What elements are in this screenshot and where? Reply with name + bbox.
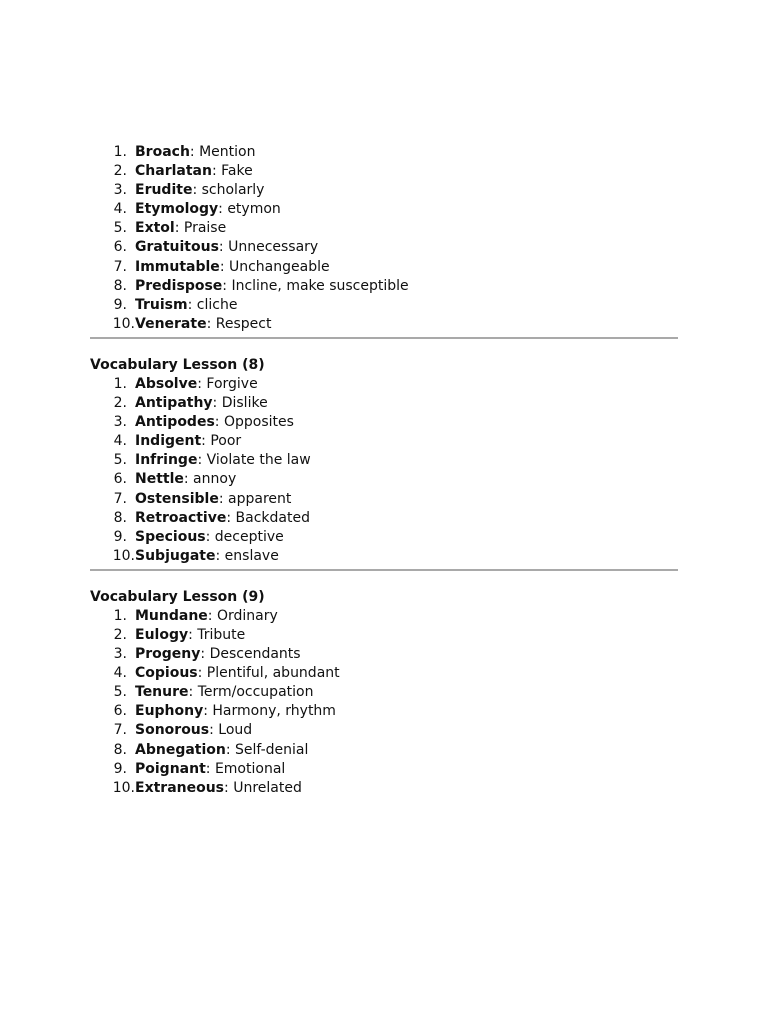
list-item bbox=[90, 432, 678, 451]
vocabulary-term: Poignant bbox=[135, 760, 206, 777]
vocabulary-term: Absolve bbox=[135, 375, 198, 392]
item-number: 10. bbox=[112, 547, 135, 564]
item-number: 10. bbox=[112, 315, 135, 332]
item-number: 6. bbox=[113, 703, 127, 720]
list-item bbox=[90, 645, 678, 664]
vocabulary-term: Gratuitous bbox=[135, 239, 219, 256]
list-item bbox=[90, 702, 678, 721]
list-item bbox=[90, 238, 678, 257]
list-item bbox=[90, 296, 678, 315]
list-item bbox=[90, 162, 678, 181]
list-item bbox=[90, 779, 678, 798]
term-definition: : annoy bbox=[183, 471, 237, 488]
term-definition: : Self-denial bbox=[225, 741, 309, 758]
term-definition: : Forgive bbox=[197, 375, 258, 392]
list-item bbox=[90, 375, 678, 394]
list-item bbox=[90, 547, 678, 566]
item-number: 7. bbox=[113, 258, 127, 275]
term-definition: : Mention bbox=[189, 144, 256, 160]
item-number: 8. bbox=[113, 509, 127, 526]
term-definition: : deceptive bbox=[205, 528, 284, 545]
item-number: 10. bbox=[112, 779, 135, 796]
item-number: 1. bbox=[113, 607, 127, 624]
list-item bbox=[90, 315, 678, 334]
item-number: 6. bbox=[113, 239, 127, 256]
vocabulary-term: Specious bbox=[135, 528, 206, 545]
word-list bbox=[90, 607, 678, 798]
term-definition: : Tribute bbox=[188, 626, 246, 643]
list-item bbox=[90, 470, 678, 489]
lesson-title: Vocabulary Lesson (9) bbox=[90, 588, 265, 605]
item-number: 1. bbox=[113, 375, 127, 392]
section-divider bbox=[90, 569, 678, 571]
vocabulary-term: Nettle bbox=[135, 471, 184, 488]
vocabulary-term: Antipathy bbox=[135, 395, 213, 412]
vocabulary-term: Erudite bbox=[135, 182, 193, 199]
vocabulary-term: Extol bbox=[135, 220, 175, 237]
item-number: 2. bbox=[113, 626, 127, 643]
item-number: 5. bbox=[113, 452, 127, 469]
item-number: 3. bbox=[113, 182, 127, 199]
item-number: 1. bbox=[113, 144, 127, 160]
vocabulary-term: Venerate bbox=[135, 315, 207, 332]
term-definition: : apparent bbox=[218, 490, 292, 507]
term-definition: : Ordinary bbox=[207, 607, 278, 624]
term-definition: : Unrelated bbox=[224, 779, 302, 796]
list-item bbox=[90, 741, 678, 760]
term-definition: : Opposites bbox=[214, 414, 294, 431]
vocabulary-term: Truism bbox=[135, 296, 188, 313]
list-item bbox=[90, 181, 678, 200]
item-number: 4. bbox=[113, 665, 127, 682]
term-definition: : Violate the law bbox=[197, 452, 311, 469]
vocabulary-term: Tenure bbox=[135, 684, 189, 701]
vocabulary-term: Immutable bbox=[135, 258, 220, 275]
vocabulary-term: Predispose bbox=[135, 277, 223, 294]
list-item bbox=[90, 721, 678, 740]
term-definition: : Dislike bbox=[212, 395, 268, 412]
list-item bbox=[90, 607, 678, 626]
vocabulary-term: Retroactive bbox=[135, 509, 227, 526]
item-number: 9. bbox=[113, 296, 127, 313]
item-number: 5. bbox=[113, 684, 127, 701]
item-number: 8. bbox=[113, 277, 127, 294]
vocabulary-term: Subjugate bbox=[135, 547, 216, 564]
vocabulary-term: Euphony bbox=[135, 703, 204, 720]
list-item bbox=[90, 664, 678, 683]
vocabulary-term: Copious bbox=[135, 665, 198, 682]
vocabulary-term: Ostensible bbox=[135, 490, 219, 507]
vocabulary-term: Eulogy bbox=[135, 626, 189, 643]
section-divider bbox=[90, 337, 678, 339]
term-definition: : Descendants bbox=[200, 646, 301, 663]
item-number: 7. bbox=[113, 722, 127, 739]
item-number: 4. bbox=[113, 201, 127, 218]
list-item bbox=[90, 200, 678, 219]
vocabulary-term: Charlatan bbox=[135, 163, 212, 180]
item-number: 9. bbox=[113, 528, 127, 545]
list-item bbox=[90, 277, 678, 296]
term-definition: : cliche bbox=[187, 296, 238, 313]
item-number: 3. bbox=[113, 646, 127, 663]
vocabulary-term: Infringe bbox=[135, 452, 198, 469]
term-definition: : Backdated bbox=[226, 509, 310, 526]
list-item bbox=[90, 143, 678, 162]
term-definition: : Loud bbox=[209, 722, 253, 739]
list-item bbox=[90, 509, 678, 528]
term-definition: : Respect bbox=[206, 315, 272, 332]
item-number: 2. bbox=[113, 163, 127, 180]
vocabulary-term: Mundane bbox=[135, 607, 208, 624]
vocabulary-term: Antipodes bbox=[135, 414, 215, 431]
item-number: 9. bbox=[113, 760, 127, 777]
word-list bbox=[90, 375, 678, 566]
term-definition: : etymon bbox=[218, 201, 281, 218]
item-number: 8. bbox=[113, 741, 127, 758]
vocabulary-term: Progeny bbox=[135, 646, 201, 663]
term-definition: : Praise bbox=[174, 220, 227, 237]
list-item bbox=[90, 528, 678, 547]
vocabulary-term: Broach bbox=[135, 144, 190, 160]
term-definition: : Poor bbox=[201, 433, 242, 450]
item-number: 3. bbox=[113, 414, 127, 431]
list-item bbox=[90, 451, 678, 470]
term-definition: : Fake bbox=[211, 163, 253, 180]
vocabulary-term: Etymology bbox=[135, 201, 219, 218]
item-number: 4. bbox=[113, 433, 127, 450]
item-number: 5. bbox=[113, 220, 127, 237]
item-number: 2. bbox=[113, 395, 127, 412]
document-page bbox=[90, 143, 678, 798]
term-definition: : Harmony, rhythm bbox=[203, 703, 336, 720]
list-item bbox=[90, 219, 678, 238]
term-definition: : Unnecessary bbox=[218, 239, 319, 256]
vocabulary-term: Extraneous bbox=[135, 779, 225, 796]
list-item bbox=[90, 394, 678, 413]
vocabulary-term: Sonorous bbox=[135, 722, 210, 739]
term-definition: : Unchangeable bbox=[219, 258, 330, 275]
vocabulary-lesson bbox=[90, 588, 678, 798]
vocabulary-term: Abnegation bbox=[135, 741, 226, 758]
word-list bbox=[90, 143, 678, 334]
term-definition: : Term/occupation bbox=[188, 684, 314, 701]
item-number: 7. bbox=[113, 490, 127, 507]
list-item bbox=[90, 258, 678, 277]
vocabulary-lesson bbox=[90, 143, 678, 334]
vocabulary-lesson bbox=[90, 356, 678, 566]
list-item bbox=[90, 760, 678, 779]
term-definition: : Plentiful, abundant bbox=[197, 665, 340, 682]
list-item bbox=[90, 413, 678, 432]
item-number: 6. bbox=[113, 471, 127, 488]
list-item bbox=[90, 626, 678, 645]
list-item bbox=[90, 683, 678, 702]
list-item bbox=[90, 490, 678, 509]
term-definition: : Emotional bbox=[205, 760, 286, 777]
lesson-title: Vocabulary Lesson (8) bbox=[90, 356, 265, 373]
vocabulary-term: Indigent bbox=[135, 433, 202, 450]
term-definition: : enslave bbox=[215, 547, 279, 564]
term-definition: : Incline, make susceptible bbox=[222, 277, 409, 294]
term-definition: : scholarly bbox=[192, 182, 265, 199]
